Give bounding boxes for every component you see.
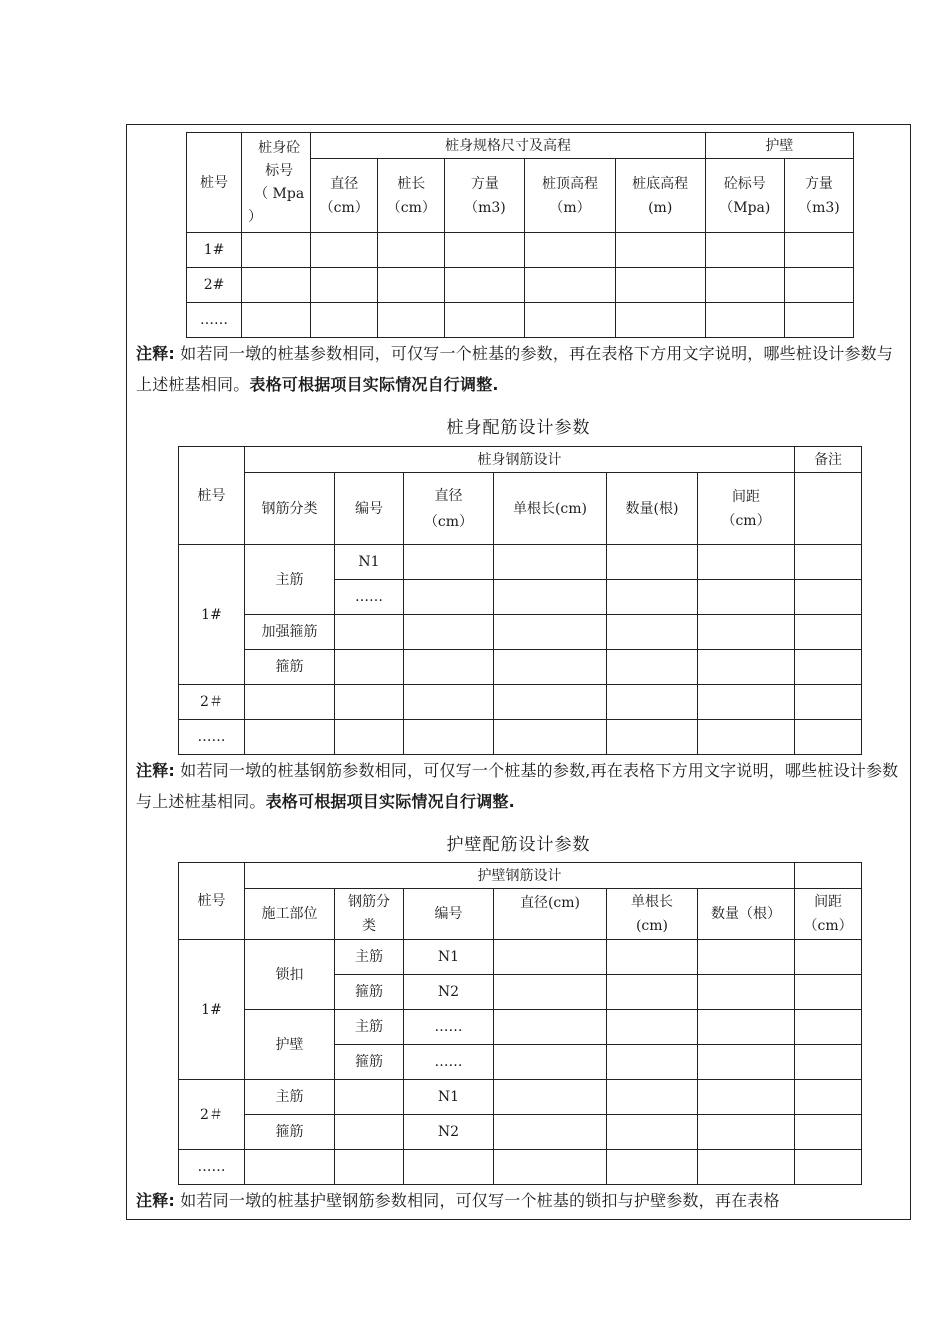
header-remark: 备注 [795,447,862,473]
type-cell: 箍筋 [335,1045,404,1080]
pile-2-label: 2＃ [179,685,245,720]
pile-1-label: 1# [179,545,245,685]
header-pile-no: 桩号 [187,133,242,233]
reinforce-stirrup-label: 加强箍筋 [245,615,335,650]
code-cell: …… [404,1010,494,1045]
row-label: …… [187,303,242,338]
table-row [187,303,854,338]
header-volume: 方量 （m3) [445,159,525,233]
type-cell: 主筋 [335,940,404,975]
pile-rebar-table [178,446,862,755]
code-cell: N2 [404,975,494,1010]
header-wall-grade: 砼标号 （Mpa) [705,159,784,233]
lock-label: 锁扣 [245,940,335,1010]
code-cell: …… [404,1045,494,1080]
header-pile-no: 桩号 [179,863,245,940]
header-rebar-design: 桩身钢筋设计 [245,447,795,473]
header-rebar-type: 钢筋分 类 [335,889,404,940]
header-location: 施工部位 [245,889,335,940]
type-cell: 主筋 [335,1010,404,1045]
header-single-length: 单根长(cm) [494,473,607,545]
header-diameter: 直径 （cm） [404,473,494,545]
main-bar-label: 主筋 [245,545,335,615]
code-cell: N1 [404,1080,494,1115]
code-cell: N1 [335,545,404,580]
pile-2-label: 2＃ [179,1080,245,1150]
header-bottom-elevation: 桩底高程 (m) [615,159,705,233]
header-single-length: 单根长 (cm) [607,889,698,940]
stirrup-label: 箍筋 [245,650,335,685]
header-count: 数量(根) [607,473,698,545]
more-rows-label: …… [179,720,245,755]
header-code: 编号 [335,473,404,545]
header-concrete-grade: 桩身砼 标号 （ Mpa ） [242,133,311,233]
more-rows-label: …… [179,1150,245,1185]
note-2: 注释: 如若同一墩的桩基钢筋参数相同，可仅写一个桩基的参数,再在表格下方用文字说明，哪些桩设计参数与上述桩基相同。表格可根据项目实际情况自行调整. [136,761,899,811]
caption-pile-rebar: 桩身配筋设计参数 [446,418,591,438]
type-cell: 箍筋 [335,975,404,1010]
wall-rebar-table [178,862,862,1185]
pile-1-label: 1# [179,940,245,1080]
header-diameter: 直径 （cm） [311,159,378,233]
row-label: 1# [187,233,242,268]
note-3: 注释: 如若同一墩的桩基护壁钢筋参数相同，可仅写一个桩基的锁扣与护壁参数，再在表格 [136,1191,780,1210]
header-rebar-type: 钢筋分类 [245,473,335,545]
pile-spec-table [186,132,854,338]
wall-label: 护壁 [245,1010,335,1080]
header-spec: 桩身规格尺寸及高程 [311,133,706,159]
note-1: 注释: 如若同一墩的桩基参数相同，可仅写一个桩基的参数，再在表格下方用文字说明，哪些桩设计参数与上述桩基相同。表格可根据项目实际情况自行调整. [136,344,894,394]
location-cell: 箍筋 [245,1115,335,1150]
header-top-elevation: 桩顶高程 （m） [525,159,615,233]
header-wall-volume: 方量 （m3) [784,159,853,233]
header-pile-no: 桩号 [179,447,245,545]
header-length: 桩长 （cm） [378,159,445,233]
code-cell: …… [335,580,404,615]
location-cell: 主筋 [245,1080,335,1115]
header-diameter: 直径(cm) [494,889,607,940]
header-spacing: 间距 （cm） [795,889,862,940]
table-row [187,268,854,303]
header-count: 数量（根） [698,889,795,940]
caption-wall-rebar: 护壁配筋设计参数 [446,835,591,855]
header-code: 编号 [404,889,494,940]
header-wall-design: 护壁钢筋设计 [245,863,795,889]
row-label: 2# [187,268,242,303]
code-cell: N2 [404,1115,494,1150]
header-spacing: 间距 （cm） [698,473,795,545]
code-cell: N1 [404,940,494,975]
table-row [187,233,854,268]
header-wall: 护壁 [705,133,853,159]
